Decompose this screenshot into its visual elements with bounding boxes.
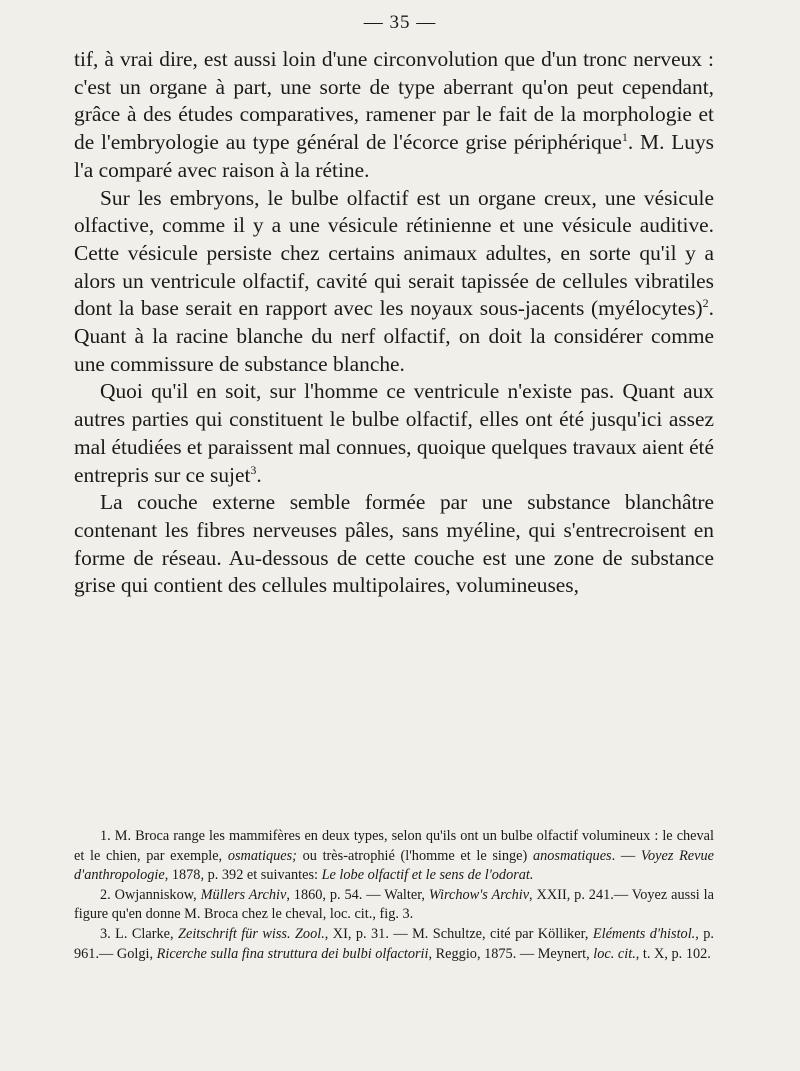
footnote-italic: osmatiques; xyxy=(227,847,297,864)
footnote-text: , XI, p. 31. — M. Schultze, cité par Kölliker, xyxy=(324,925,593,942)
footnote-text: , XXII, p. 241.— Voyez aussi la figure qu'en donne M. Broca chez le cheval, loc. cit., fig. 3. xyxy=(74,886,714,923)
footnote xyxy=(74,886,714,925)
footnote-italic: Le lobe olfactif et le sens de l'odorat. xyxy=(321,867,534,884)
footnote-ref: 2 xyxy=(702,296,709,311)
text-run: Quoi qu'il en soit, sur l'homme ce ventricule n'existe pas. Quant aux autres parties qui constituent le bulbe olfactif, elles ont été jusqu'ici assez mal étudiées et paraissent mal connues, quoique quelques travaux aient été entrepris sur ce sujet xyxy=(74,379,714,487)
footnotes xyxy=(74,827,714,964)
text-run: . M. Luys l'a comparé avec raison à la rétine. xyxy=(74,130,714,182)
footnote-italic: Wirchow's Archiv xyxy=(428,886,530,903)
footnote-text: , 1860, p. 54. — Walter, xyxy=(286,886,429,903)
footnote-text: , p. 961.— Golgi, xyxy=(74,925,714,962)
paragraph xyxy=(74,185,714,379)
footnote-italic: Müllers Archiv xyxy=(200,886,287,903)
paragraph xyxy=(74,46,714,185)
footnote-italic: Zeitschrift für wiss. Zool. xyxy=(178,925,325,942)
footnote-text: 2. Owjanniskow, xyxy=(100,886,201,903)
footnote-ref: 1 xyxy=(621,129,628,144)
footnote-italic: anosmatiques xyxy=(532,847,612,864)
footnote-italic: Voyez Revue d'anthropologie xyxy=(74,847,714,884)
footnote-italic: loc. cit. xyxy=(593,945,636,962)
paragraph xyxy=(74,489,714,600)
page-number: — 35 — xyxy=(363,12,437,33)
footnote-text: , t. X, p. 102. xyxy=(635,945,711,962)
footnote-text: , Reggio, 1875. — Meynert, xyxy=(428,945,594,962)
text-run: tif, à vrai dire, est aussi loin d'une circonvolution que d'un tronc nerveux : c'est un organe à part, une sorte de type aberrant qu'on peut cependant, grâce à des études comparatives, ramener par le fait de la morphologie et de l'embryologie au type général de l'écorce grise périphérique xyxy=(74,47,714,155)
footnote-text: 1. M. Broca range les mammifères en deux types, selon qu'ils ont un bulbe olfactif volumineux : le cheval et le chien, par exemple, xyxy=(74,828,714,864)
footnote-italic: Ricerche sulla fina struttura dei bulbi olfactorii xyxy=(156,945,429,962)
text-run: La couche externe semble formée par une substance blanchâtre contenant les fibres nerveuses pâles, sans myéline, qui s'entrecroisent en forme de réseau. Au-dessous de cette couche est une zone de substance grise qui contient des cellules multipolaires, volumineuses, xyxy=(74,490,714,598)
footnote-text: ou très-atrophié (l'homme et le singe) xyxy=(296,847,533,864)
footnote-text: 3. L. Clarke, xyxy=(100,925,179,942)
footnote xyxy=(74,925,714,964)
footnote-text: , 1878, p. 392 et suivantes: xyxy=(164,867,322,884)
text-run: . Quant à la racine blanche du nerf olfactif, on doit la considérer comme une commissure de substance blanche. xyxy=(74,296,714,376)
text-run: Sur les embryons, le bulbe olfactif est un organe creux, une vésicule olfactive, comme il y a une vésicule rétinienne et une vésicule auditive. Cette vésicule persiste chez certains animaux adultes, en sorte qu'il y a alors un ventricule olfactif, cavité qui serait tapissée de cellules vibratiles dont la base serait en rapport avec les noyaux sous-jacents (myélocytes) xyxy=(74,185,714,321)
footnote-italic: Eléments d'histol. xyxy=(592,925,696,942)
paragraph xyxy=(74,378,714,489)
main-text xyxy=(74,46,714,600)
footnote xyxy=(74,827,714,886)
text-run: . xyxy=(256,462,262,487)
footnote-ref: 3 xyxy=(250,462,257,477)
footnote-text: . — xyxy=(611,847,641,864)
